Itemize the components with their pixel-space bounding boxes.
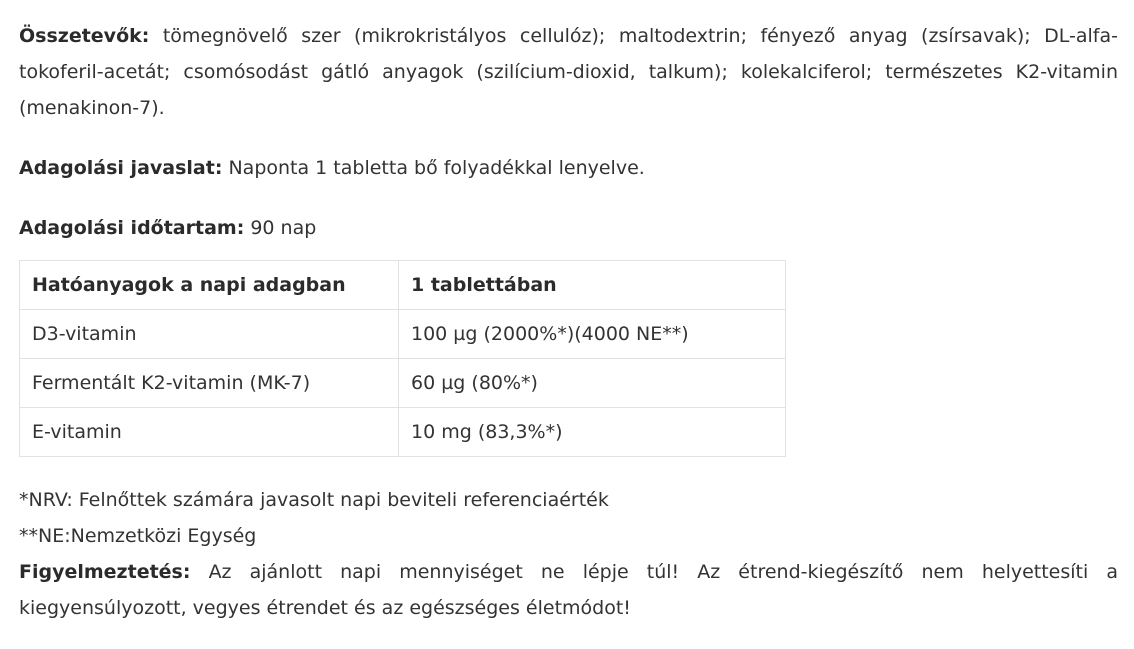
table-cell-amount: 60 µg (80%*) <box>399 359 786 408</box>
table-cell-ingredient: Fermentált K2-vitamin (MK-7) <box>20 359 399 408</box>
table-header-ingredient: Hatóanyagok a napi adagban <box>20 261 399 310</box>
table-cell-amount: 100 µg (2000%*)(4000 NE**) <box>399 310 786 359</box>
ingredients-paragraph <box>19 18 1118 126</box>
dosage-text: Naponta 1 tabletta bő folyadékkal lenyelve. <box>228 157 645 179</box>
notes-section <box>19 482 1118 626</box>
table-row <box>20 408 786 457</box>
warning-paragraph <box>19 554 1118 626</box>
ne-note: **NE:Nemzetközi Egység <box>19 525 257 547</box>
dosage-paragraph <box>19 150 1118 186</box>
active-ingredients-table <box>19 260 786 457</box>
nrv-note: *NRV: Felnőttek számára javasolt napi beviteli referenciaérték <box>19 489 609 511</box>
duration-paragraph <box>19 210 1118 246</box>
warning-label: Figyelmeztetés: <box>19 561 191 583</box>
table-row <box>20 359 786 408</box>
dosage-label: Adagolási javaslat: <box>19 157 223 179</box>
table-row <box>20 310 786 359</box>
table-cell-ingredient: D3-vitamin <box>20 310 399 359</box>
ingredients-label: Összetevők: <box>19 25 150 47</box>
warning-text: Az ajánlott napi mennyiséget ne lépje túl! Az étrend-kiegészítő nem helyettesíti a kiegyensúlyozott, vegyes étrendet és az egészséges életmódot! <box>19 561 1119 619</box>
table-header-row <box>20 261 786 310</box>
table-header-amount: 1 tablettában <box>399 261 786 310</box>
duration-label: Adagolási időtartam: <box>19 217 245 239</box>
table-cell-amount: 10 mg (83,3%*) <box>399 408 786 457</box>
ingredients-text: tömegnövelő szer (mikrokristályos cellulóz); maltodextrin; fényező anyag (zsírsavak); DL-alfa-tokoferil-acetát; csomósodást gátló anyagok (szilícium-dioxid, talkum); kolekalciferol; természetes K2-vitamin (menakinon-7). <box>19 25 1118 119</box>
duration-text: 90 nap <box>250 217 317 239</box>
table-cell-ingredient: E-vitamin <box>20 408 399 457</box>
